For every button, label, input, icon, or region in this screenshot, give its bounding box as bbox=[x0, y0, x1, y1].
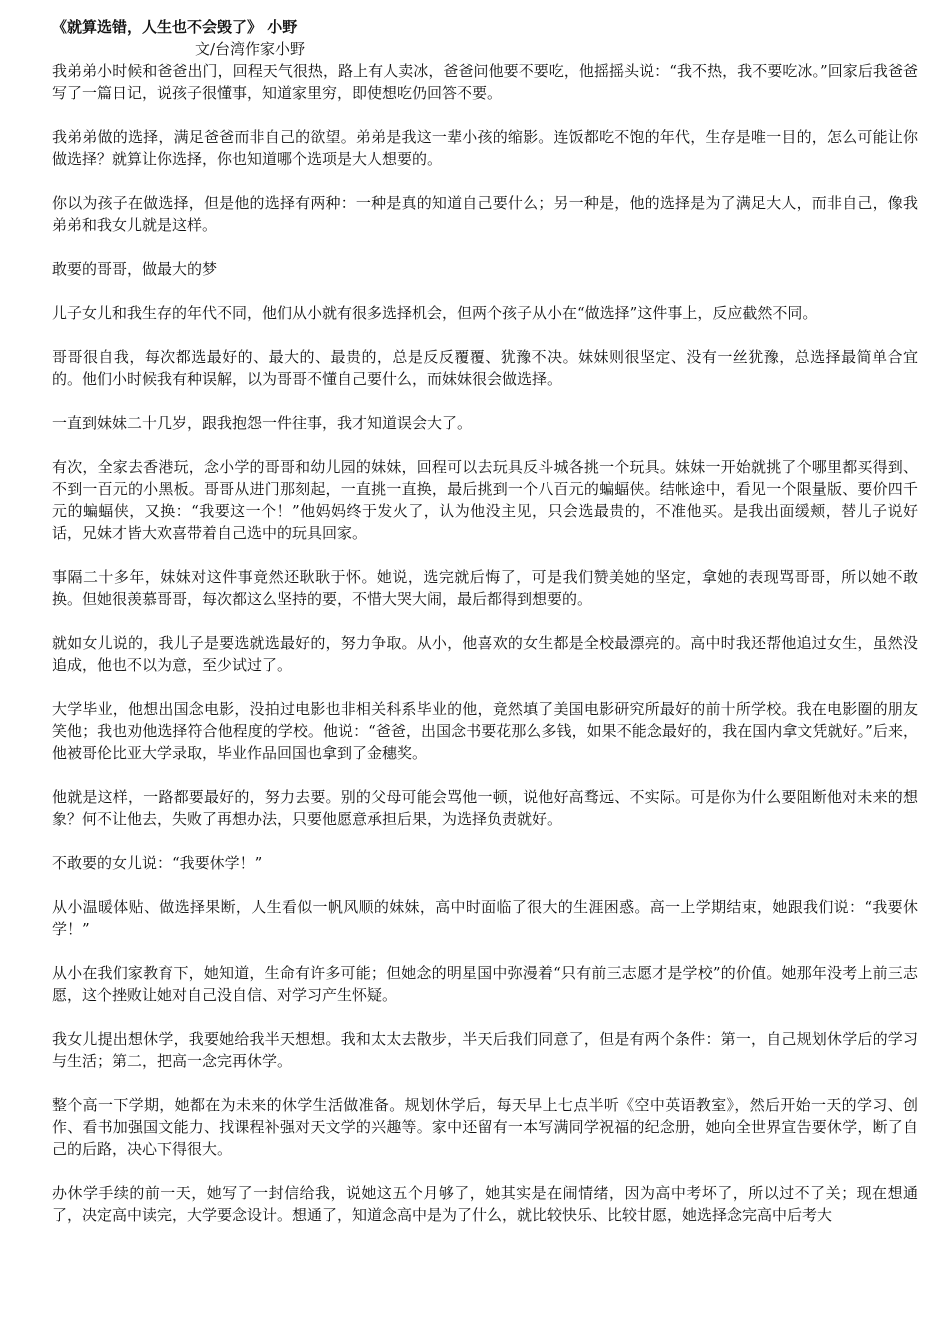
document-title: 《就算选错，人生也不会毁了》 小野 bbox=[52, 18, 298, 36]
paragraph: 整个高一下学期，她都在为未来的休学生活做准备。规划休学后，每天早上七点半听《空中英语教室》，然后开始一天的学习、创作、看书加强国文能力、找课程补强对天文学的兴趣等。家中还留有一本写满同学祝福的纪念册，她向全世界宣告要休学，断了自己的后路，决心下得很大。 bbox=[52, 1096, 918, 1158]
paragraph: 从小在我们家教育下，她知道，生命有许多可能；但她念的明星国中弥漫着“只有前三志愿才是学校”的价值。她那年没考上前三志愿，这个挫败让她对自己没自信、对学习产生怀疑。 bbox=[52, 964, 918, 1004]
section-heading: 敢要的哥哥，做最大的梦 bbox=[52, 260, 218, 278]
paragraph: 哥哥很自我，每次都选最好的、最大的、最贵的，总是反反覆覆、犹豫不决。妹妹则很坚定、没有一丝犹豫，总选择最简单合宜的。他们小时候我有种误解，以为哥哥不懂自己要什么，而妹妹很会做选择。 bbox=[52, 348, 918, 388]
document-page bbox=[52, 16, 918, 1226]
paragraph: 就如女儿说的，我儿子是要选就选最好的，努力争取。从小，他喜欢的女生都是全校最漂亮的。高中时我还帮他追过女生，虽然没追成，他也不以为意，至少试过了。 bbox=[52, 634, 918, 674]
paragraph: 从小温暖体贴、做选择果断，人生看似一帆风顺的妹妹，高中时面临了很大的生涯困惑。高一上学期结束，她跟我们说：“我要休学！” bbox=[52, 898, 918, 938]
paragraph: 我弟弟做的选择，满足爸爸而非自己的欲望。弟弟是我这一辈小孩的缩影。连饭都吃不饱的年代，生存是唯一目的，怎么可能让你做选择？就算让你选择，你也知道哪个选项是大人想要的。 bbox=[52, 128, 918, 168]
paragraph: 大学毕业，他想出国念电影，没拍过电影也非相关科系毕业的他，竟然填了美国电影研究所最好的前十所学校。我在电影圈的朋友笑他；我也劝他选择符合他程度的学校。他说：“爸爸，出国念书要花那么多钱，如果不能念最好的，我在国内拿文凭就好。”后来，他被哥伦比亚大学录取，毕业作品回国也拿到了金穗奖。 bbox=[52, 700, 918, 762]
paragraph: 一直到妹妹二十几岁，跟我抱怨一件往事，我才知道误会大了。 bbox=[52, 414, 473, 432]
paragraph: 办休学手续的前一天，她写了一封信给我，说她这五个月够了，她其实是在闹情绪，因为高中考坏了，所以过不了关；现在想通了，决定高中读完，大学要念设计。想通了，知道念高中是为了什么，就比较快乐、比较甘愿，她选择念完高中后考大 bbox=[52, 1184, 918, 1224]
paragraph: 我女儿提出想休学，我要她给我半天想想。我和太太去散步，半天后我们同意了，但是有两个条件：第一，自己规划休学后的学习与生活；第二，把高一念完再休学。 bbox=[52, 1030, 918, 1070]
section-heading: 不敢要的女儿说：“我要休学！” bbox=[52, 854, 263, 872]
paragraph: 有次，全家去香港玩，念小学的哥哥和幼儿园的妹妹，回程可以去玩具反斗城各挑一个玩具。妹妹一开始就挑了个哪里都买得到、不到一百元的小黑板。哥哥从进门那刻起，一直挑一直换，最后挑到一个八百元的蝙蝠侠。结帐途中，看见一个限量版、要价四千元的蝙蝠侠，又换：“我要这一个！”他妈妈终于发火了，认为他没主见，只会选最贵的，不准他买。是我出面缓颊，替儿子说好话，兄妹才皆大欢喜带着自己选中的玩具回家。 bbox=[52, 458, 918, 542]
paragraph: 你以为孩子在做选择，但是他的选择有两种：一种是真的知道自己要什么；另一种是，他的选择是为了满足大人，而非自己，像我弟弟和我女儿就是这样。 bbox=[52, 194, 918, 234]
paragraph: 儿子女儿和我生存的年代不同，他们从小就有很多选择机会，但两个孩子从小在“做选择”这件事上，反应截然不同。 bbox=[52, 304, 818, 322]
paragraph: 他就是这样，一路都要最好的，努力去要。别的父母可能会骂他一顿，说他好高骛远、不实际。可是你为什么要阻断他对未来的想象？何不让他去，失败了再想办法，只要他愿意承担后果，为选择负责就好。 bbox=[52, 788, 918, 828]
author-byline: 文/台湾作家小野 bbox=[195, 40, 306, 58]
paragraph: 我弟弟小时候和爸爸出门，回程天气很热，路上有人卖冰，爸爸问他要不要吃，他摇摇头说：“我不热，我不要吃冰。”回家后我爸爸写了一篇日记，说孩子很懂事，知道家里穷，即使想吃仍回答不要。 bbox=[52, 62, 918, 102]
paragraph: 事隔二十多年，妹妹对这件事竟然还耿耿于怀。她说，选完就后悔了，可是我们赞美她的坚定，拿她的表现骂哥哥，所以她不敢换。但她很羡慕哥哥，每次都这么坚持的要，不惜大哭大闹，最后都得到想要的。 bbox=[52, 568, 918, 608]
